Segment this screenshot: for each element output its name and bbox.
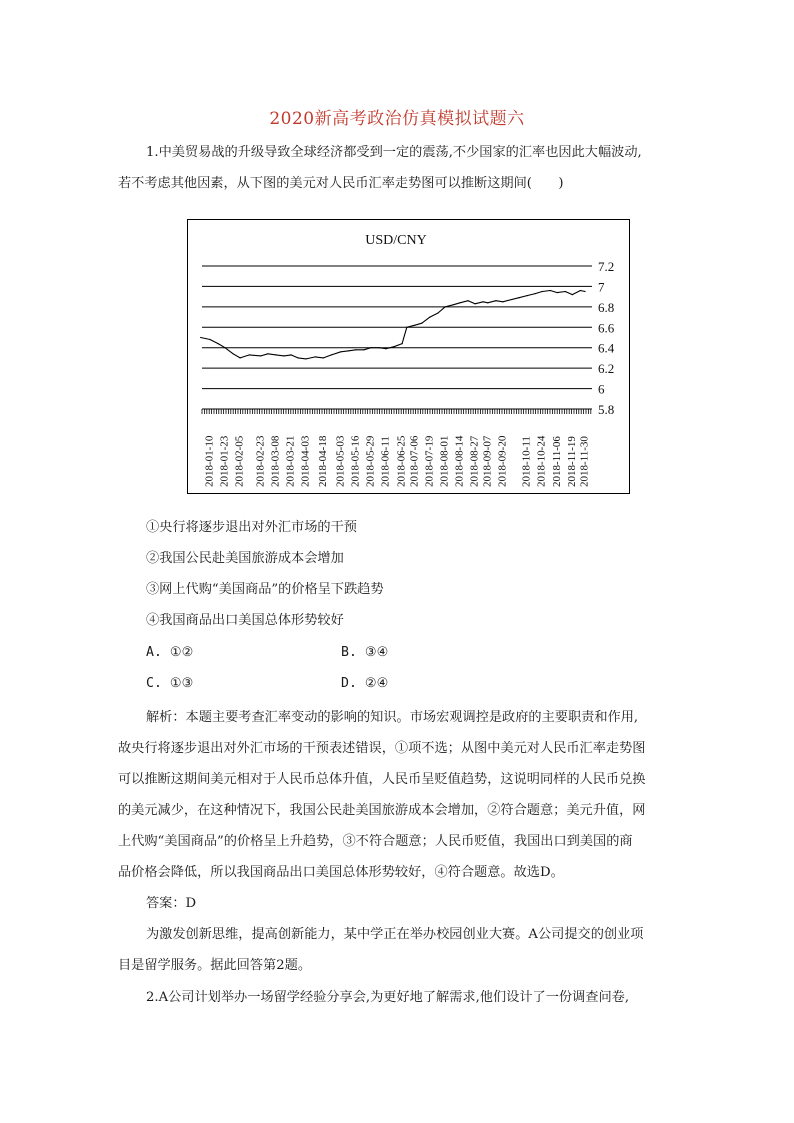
- analysis-line-2: 故央行将逐步退出对外汇市场的干预表述错误，①项不选；从图中美元对人民币汇率走势图: [118, 741, 646, 756]
- y-tick-label: 5.8: [598, 402, 615, 417]
- data-point: [444, 306, 445, 307]
- x-tick-label: 2018-03-08: [269, 435, 282, 487]
- x-tick-label: 2018-09-20: [496, 435, 509, 487]
- question-1-stem-line-2: 若不考虑其他因素，从下图的美元对人民币汇率走势图可以推断这期间( ): [118, 176, 564, 191]
- x-tick-label: 2018-08-27: [468, 435, 481, 487]
- data-point: [306, 358, 307, 359]
- question-1-stem: [118, 137, 688, 168]
- q1-analysis: [118, 702, 688, 888]
- data-point: [414, 325, 415, 326]
- x-tick-label: 2018-06-11: [379, 436, 392, 487]
- context-line-2: 目是留学服务。据此回答第2题。: [118, 958, 312, 973]
- data-point: [315, 356, 316, 357]
- data-point: [557, 292, 558, 293]
- data-point: [495, 300, 496, 301]
- data-point: [284, 355, 285, 356]
- data-point: [474, 303, 475, 304]
- context-paragraph: [118, 919, 688, 981]
- data-point: [378, 347, 379, 348]
- data-point: [249, 354, 250, 355]
- x-tick-label: 2018-01-10: [203, 435, 216, 487]
- x-tick-label: 2018-08-14: [453, 435, 466, 487]
- q1-item-3-text: ③网上代购“美国商品”的价格呈下跌趋势: [146, 582, 384, 597]
- x-tick-label: 2018-10-24: [535, 435, 548, 487]
- x-tick-label: 2018-04-03: [299, 435, 312, 487]
- analysis-line-5: 上代购“美国商品”的价格呈上升趋势，③不符合题意；人民币贬值，我国出口到美国的商: [118, 834, 633, 849]
- data-point: [224, 347, 225, 348]
- data-point: [437, 312, 438, 313]
- y-tick-label: 6.2: [598, 361, 615, 377]
- data-point: [527, 295, 528, 296]
- y-tick-label: 6.8: [598, 299, 615, 315]
- x-tick-label: 2018-11-30: [578, 436, 591, 487]
- data-point: [355, 349, 356, 350]
- x-tick-label: 2018-10-11: [520, 436, 533, 487]
- data-point: [421, 323, 422, 324]
- x-tick-label: 2018-05-29: [364, 435, 377, 487]
- x-tick-label: 2018-09-07: [481, 435, 494, 487]
- data-point: [233, 353, 234, 354]
- q1-item-3: [118, 574, 688, 605]
- data-point: [406, 327, 407, 328]
- data-point: [348, 350, 349, 351]
- q1-item-4: [118, 605, 688, 636]
- data-point: [363, 349, 364, 350]
- q1-answer: 答案：D: [146, 896, 197, 911]
- data-point: [487, 302, 488, 303]
- series-line-usd-cny: [201, 291, 585, 359]
- data-point: [483, 301, 484, 302]
- x-tick-label: 2018-11-06: [550, 436, 563, 487]
- x-tick-label: 2018-03-21: [284, 435, 297, 487]
- option-c: C. ①③: [146, 676, 194, 691]
- y-tick-label: 6.4: [598, 340, 615, 356]
- data-point: [580, 290, 581, 291]
- question-2-stem: 2.A公司计划举办一场留学经验分享会,为更好地了解需求,他们设计了一份调查问卷,: [146, 990, 630, 1005]
- analysis-line-1: 解析：本题主要考查汇率变动的影响的知识。市场宏观调控是政府的主要职责和作用,: [146, 710, 639, 725]
- q1-item-1-text: ①央行将逐步退出对外汇市场的干预: [146, 520, 357, 535]
- data-point: [502, 301, 503, 302]
- data-point: [584, 291, 585, 292]
- data-point: [297, 357, 298, 358]
- data-point: [240, 357, 241, 358]
- data-point: [290, 354, 291, 355]
- y-tick-label: 6: [598, 381, 605, 397]
- question-1-stem-cont: [118, 168, 688, 199]
- data-point: [385, 348, 386, 349]
- q1-item-2-text: ②我国公民赴美国旅游成本会增加: [146, 551, 344, 566]
- usd-cny-chart: [187, 219, 630, 494]
- data-point: [518, 297, 519, 298]
- q1-item-4-text: ④我国商品出口美国总体形势较好: [146, 613, 344, 628]
- data-point: [459, 302, 460, 303]
- option-a: A. ①②: [146, 645, 194, 660]
- analysis-line-4: 的美元减少，在这种情况下，我国公民赴美国旅游成本会增加，②符合题意；美元升值，网: [118, 803, 646, 818]
- data-point: [209, 339, 210, 340]
- y-tick-label: 6.6: [598, 320, 615, 336]
- data-point: [200, 337, 201, 338]
- x-tick-label: 2018-06-25: [395, 435, 408, 487]
- q1-item-1: [118, 512, 688, 543]
- usd-cny-chart-svg: [188, 220, 629, 493]
- data-point: [572, 294, 573, 295]
- analysis-line-6: 品价格会降低，所以我国商品出口美国总体形势较好，④符合题意。故选D。: [118, 865, 564, 880]
- data-point: [542, 291, 543, 292]
- question-1-stem-line-1: 1.中美贸易战的升级导致全球经济都受到一定的震荡,不少国家的汇率也因此大幅波动,: [146, 145, 642, 160]
- x-tick-label: 2018-02-23: [254, 435, 267, 487]
- context-line-1: 为激发创新思维，提高创新能力，某中学正在举办校园创业大赛。A公司提交的创业项: [146, 927, 644, 942]
- data-point: [535, 293, 536, 294]
- option-b: B. ③④: [341, 645, 389, 660]
- x-tick-label: 2018-11-19: [565, 436, 578, 487]
- x-tick-label: 2018-07-06: [408, 435, 421, 487]
- x-tick-label: 2018-05-16: [349, 435, 362, 487]
- x-tick-label: 2018-08-01: [438, 435, 451, 487]
- data-point: [565, 291, 566, 292]
- data-point: [323, 357, 324, 358]
- x-tick-label: 2018-02-05: [233, 435, 246, 487]
- data-point: [331, 354, 332, 355]
- data-point: [340, 351, 341, 352]
- q1-item-2: [118, 543, 688, 574]
- x-tick-label: 2018-04-18: [316, 435, 329, 487]
- data-point: [429, 317, 430, 318]
- chart-title: USD/CNY: [365, 233, 427, 248]
- data-point: [550, 290, 551, 291]
- data-point: [275, 354, 276, 355]
- data-point: [453, 304, 454, 305]
- x-tick-label: 2018-07-19: [423, 435, 436, 487]
- data-point: [468, 300, 469, 301]
- document-title: 2020新高考政治仿真模拟试题六: [269, 109, 525, 129]
- x-tick-label: 2018-05-03: [334, 435, 347, 487]
- data-point: [267, 353, 268, 354]
- analysis-line-3: 可以推断这期间美元相对于人民币总体升值，人民币呈贬值趋势，这说明同样的人民币兑换: [118, 772, 646, 787]
- data-point: [402, 343, 403, 344]
- data-point: [393, 346, 394, 347]
- data-point: [370, 347, 371, 348]
- y-tick-label: 7: [598, 279, 605, 295]
- data-point: [260, 355, 261, 356]
- data-point: [218, 343, 219, 344]
- y-tick-label: 7.2: [598, 259, 615, 274]
- x-tick-label: 2018-01-23: [218, 435, 231, 487]
- option-d: D. ②④: [341, 676, 389, 691]
